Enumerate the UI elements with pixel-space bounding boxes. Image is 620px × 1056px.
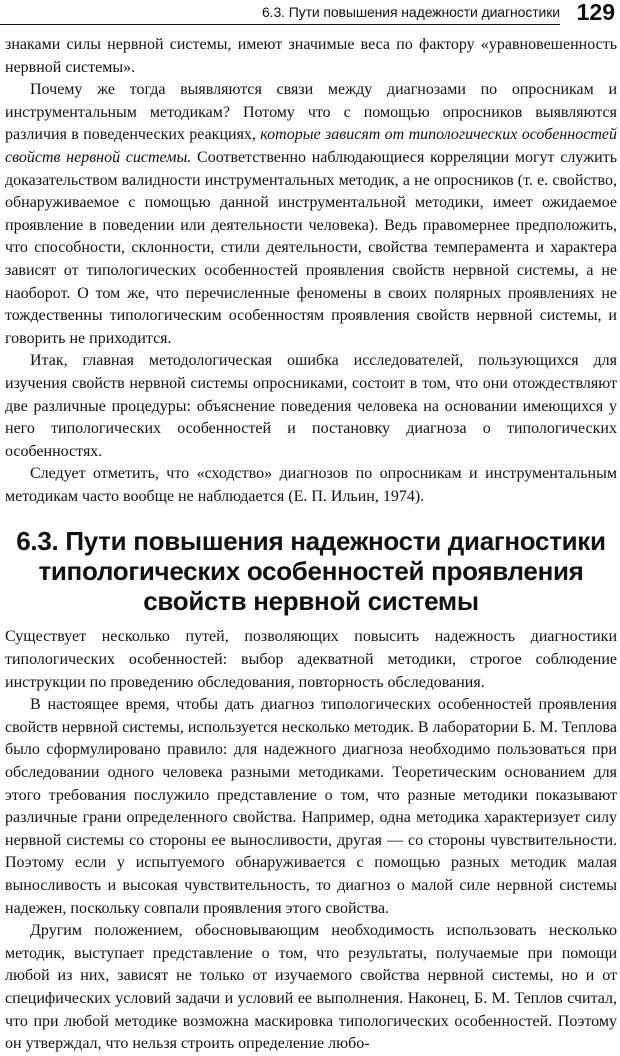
paragraph-several-methods: Другим положением, обосновывающим необходимость использовать несколько методик, выступает представление о том, что результаты, получаемые при помощи любой из них, зависят не только от изучаемого свойства нервной системы, но и от специфических условий задачи и условий ее выполнения. Наконец, Б. М. Теплов считал, что при любой методике возможна маскировка типологических особенностей. Поэтому он утверждал, что нельзя строить определение любо-	[5, 922, 617, 1053]
paragraph-methodological-error: Итак, главная методологическая ошибка исследователей, пользующихся для изучения свойств нервной системы опросниками, состоит в том, что они отождествляют две различные процедуры: объяснение поведения человека на основании имеющихся у него типологических особенностей и постановку диагноза о типологических особенностях.	[5, 352, 617, 460]
header-rule	[0, 24, 560, 25]
page-body	[5, 34, 617, 1056]
paragraph-questionnaires	[5, 79, 617, 350]
heading-line: 6.3. Пути повышения надежности диагностики	[16, 526, 606, 557]
italic-emphasis: которые зависят от типологических особенностей свойств нервной системы.	[5, 126, 617, 166]
heading-line: свойств нервной системы	[143, 586, 479, 617]
running-header	[0, 0, 620, 30]
paragraph-teplov-rule: В настоящее время, чтобы дать диагноз типологических особенностей проявления свойств нервной системы, используется несколько методик. В лаборатории Б. М. Теплова было сформулировано правило: для надежного диагноза необходимо пользоваться при обследовании одного человека разными методиками. Теоретическим основанием для этого требования послужило представление о том, что разные методики показывают различные грани определенного свойства. Например, одна методика характеризует силу нервной системы со стороны ее выносливости, другая — со стороны чувствительности. Поэтому если у испытуемого обнаруживается с помощью разных методик малая выносливость и высокая чувствительность, то диагноз о малой силе нервной системы надежен, поскольку совпали проявления этого свойства.	[5, 696, 617, 917]
paragraph-text: Почему же тогда выявляются связи между диагнозами по опросникам и инструментальным методикам? Потому что с помощью опросников выявляются различия в поведенческих реакциях,	[5, 81, 617, 144]
page-number: 129	[576, 0, 615, 25]
section-heading	[5, 526, 617, 616]
paragraph-continued: знаками силы нервной системы, имеют значимые веса по фактору «уравновешенность нервной системы».	[5, 36, 617, 76]
paragraph-section-intro: Существует несколько путей, позволяющих повысить надежность диагностики типологических особенностей: выбор адекватной методики, строгое соблюдение инструкции по проведению обследования, повторность обследования.	[5, 628, 617, 691]
heading-line: типологических особенностей проявления	[38, 556, 584, 587]
paragraph-similarity: Следует отметить, что «сходство» диагнозов по опросникам и инструментальным методикам часто вообще не наблюдается (Е. П. Ильин, 1974).	[5, 465, 617, 505]
running-title: 6.3. Пути повышения надежности диагностики	[261, 4, 560, 20]
paragraph-text: Соответственно наблюдающиеся корреляции могут служить доказательством валидности инструментальных методик, а не опросников (т. е. свойство, обнаруживаемое с помощью данной инструментальной методики, имеет ожидаемое проявление в поведении или деятельности человека). Ведь правомернее предположить, что способности, склонности, стили деятельности, свойства темперамента и характера зависят от типологических особенностей проявления свойств нервной системы, а не наоборот. О том же, что перечисленные феномены в своих полярных проявлениях не тождественны типологическим особенностям проявления свойств нервной системы, и говорить не приходится.	[5, 148, 618, 347]
